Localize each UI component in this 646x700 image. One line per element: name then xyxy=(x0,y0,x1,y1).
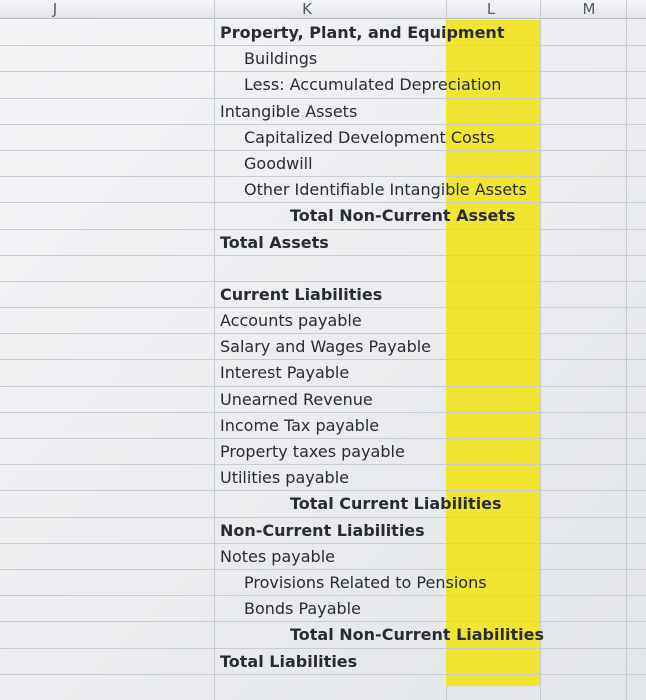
row-label: Salary and Wages Payable xyxy=(220,337,432,357)
row-label: Bonds Payable xyxy=(244,599,361,619)
table-row[interactable] xyxy=(0,177,646,203)
table-row[interactable] xyxy=(0,308,646,334)
table-row[interactable] xyxy=(0,649,646,675)
table-row[interactable] xyxy=(0,151,646,177)
table-row[interactable] xyxy=(0,439,646,465)
table-row[interactable] xyxy=(0,72,646,98)
table-row[interactable] xyxy=(0,491,646,517)
table-row[interactable] xyxy=(0,596,646,622)
row-label: Accounts payable xyxy=(220,311,362,331)
table-row[interactable] xyxy=(0,256,646,282)
row-list xyxy=(0,20,646,675)
row-label: Other Identifiable Intangible Assets xyxy=(244,180,527,200)
row-label: Buildings xyxy=(244,49,318,69)
row-label: Total Assets xyxy=(220,232,329,252)
table-row[interactable] xyxy=(0,465,646,491)
table-row[interactable] xyxy=(0,125,646,151)
table-row[interactable] xyxy=(0,387,646,413)
table-row[interactable] xyxy=(0,20,646,46)
row-label: Total Current Liabilities xyxy=(290,494,502,514)
row-label: Interest Payable xyxy=(220,363,350,383)
row-label: Capitalized Development Costs xyxy=(244,127,495,147)
table-row[interactable] xyxy=(0,99,646,125)
column-header-bar xyxy=(0,0,646,19)
table-row[interactable] xyxy=(0,544,646,570)
row-label: Provisions Related to Pensions xyxy=(244,572,487,592)
row-label: Goodwill xyxy=(244,153,313,173)
row-label: Total Liabilities xyxy=(220,651,358,671)
row-label: Intangible Assets xyxy=(220,101,358,121)
table-row[interactable] xyxy=(0,203,646,229)
table-row[interactable] xyxy=(0,570,646,596)
row-label: Notes payable xyxy=(220,546,335,566)
table-row[interactable] xyxy=(0,360,646,386)
table-row[interactable] xyxy=(0,282,646,308)
row-label: Property, Plant, and Equipment xyxy=(220,23,505,42)
row-label: Utilities payable xyxy=(220,468,349,488)
row-label: Less: Accumulated Depreciation xyxy=(244,75,502,95)
row-label: Current Liabilities xyxy=(220,284,383,304)
table-row[interactable] xyxy=(0,334,646,360)
table-row[interactable] xyxy=(0,622,646,648)
column-header-j[interactable]: J xyxy=(52,0,58,18)
row-label: Income Tax payable xyxy=(220,415,380,435)
table-row[interactable] xyxy=(0,518,646,544)
table-row[interactable] xyxy=(0,413,646,439)
column-header-k[interactable]: K xyxy=(302,0,312,18)
row-label: Total Non-Current Assets xyxy=(290,206,516,226)
column-header-l[interactable]: L xyxy=(486,0,496,18)
table-row[interactable] xyxy=(0,46,646,72)
column-header-m[interactable]: M xyxy=(582,0,596,18)
row-label: Total Non-Current Liabilities xyxy=(290,625,544,645)
row-label: Unearned Revenue xyxy=(220,389,373,409)
row-label: Non-Current Liabilities xyxy=(220,520,425,540)
row-label: Property taxes payable xyxy=(220,442,405,461)
table-row[interactable] xyxy=(0,230,646,256)
